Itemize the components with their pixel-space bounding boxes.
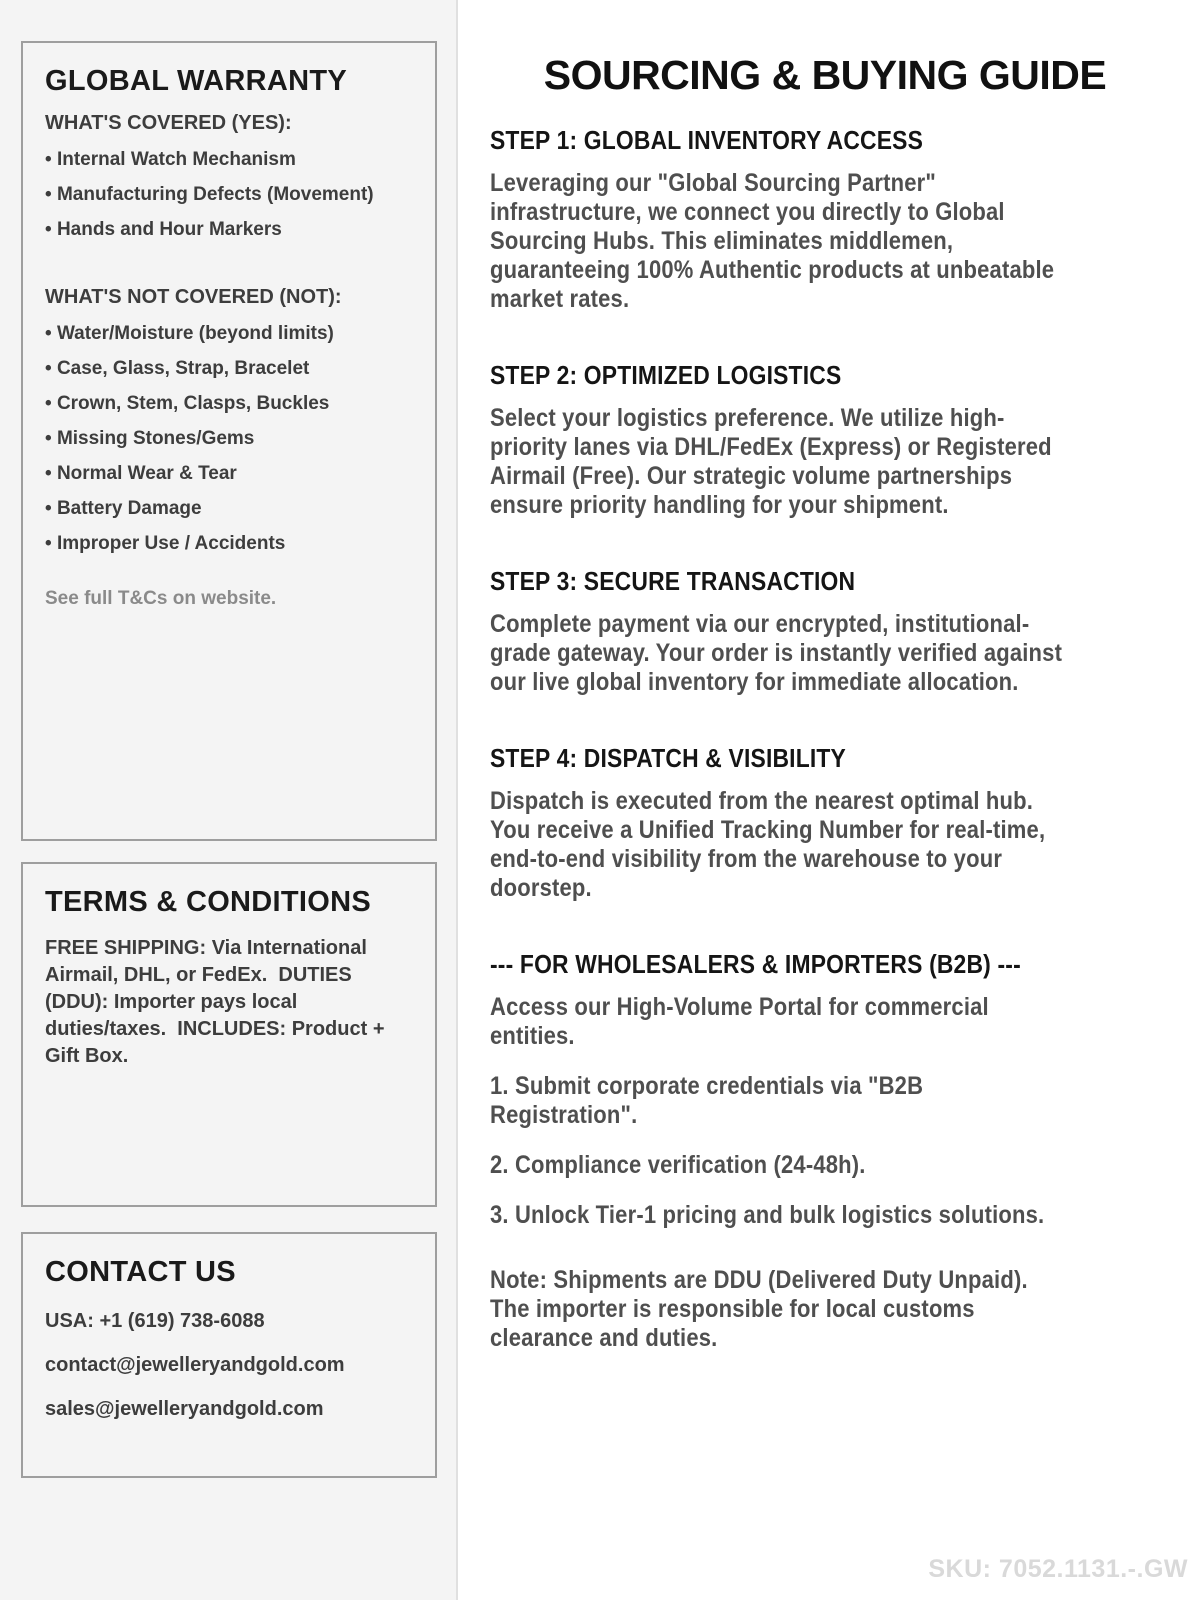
covered-item: • Hands and Hour Markers xyxy=(45,220,413,240)
contact-panel xyxy=(21,1232,437,1478)
covered-item: • Internal Watch Mechanism xyxy=(45,150,413,170)
not-covered-heading: WHAT'S NOT COVERED (NOT): xyxy=(45,286,342,308)
step-paragraph: Access our High-Volume Portal for commercial entities. xyxy=(490,993,989,1050)
step-heading: STEP 4: DISPATCH & VISIBILITY xyxy=(490,743,846,773)
step-heading: STEP 1: GLOBAL INVENTORY ACCESS xyxy=(490,125,924,155)
not-covered-item: • Water/Moisture (beyond limits) xyxy=(45,324,413,344)
warranty-panel xyxy=(21,41,437,841)
covered-list xyxy=(45,150,413,240)
not-covered-item: • Case, Glass, Strap, Bracelet xyxy=(45,359,413,379)
step-heading: STEP 3: SECURE TRANSACTION xyxy=(490,566,856,596)
not-covered-list xyxy=(45,324,413,554)
terms-title: TERMS & CONDITIONS xyxy=(45,886,372,918)
contact-title: CONTACT US xyxy=(45,1256,236,1288)
step-paragraph: 2. Compliance verification (24-48h). xyxy=(490,1151,866,1179)
warranty-title: GLOBAL WARRANTY xyxy=(45,65,348,97)
contact-lines xyxy=(45,1310,413,1421)
main-content xyxy=(458,0,1200,1600)
step-paragraph: Select your logistics preference. We utilize high-priority lanes via DHL/FedEx (Express) or Registered Airmail (Free). Our strategic volume partnerships ensure priority handling for your shipment. xyxy=(490,404,1052,519)
steps-container xyxy=(490,125,1160,1353)
step-paragraph: Note: Shipments are DDU (Delivered Duty Unpaid). The importer is responsible for local customs clearance and duties. xyxy=(490,1266,1028,1352)
step-heading: --- FOR WHOLESALERS & IMPORTERS (B2B) --- xyxy=(490,949,1021,979)
contact-line: sales@jewelleryandgold.com xyxy=(45,1398,324,1420)
step-paragraph: 3. Unlock Tier-1 pricing and bulk logistics solutions. xyxy=(490,1201,1045,1229)
step-paragraph: Dispatch is executed from the nearest optimal hub. You receive a Unified Tracking Number for real-time, end-to-end visibility from the warehouse to your doorstep. xyxy=(490,787,1046,902)
page-title: SOURCING & BUYING GUIDE xyxy=(543,52,1107,98)
step-heading: STEP 2: OPTIMIZED LOGISTICS xyxy=(490,360,842,390)
step-paragraph: Leveraging our "Global Sourcing Partner" infrastructure, we connect you directly to Global Sourcing Hubs. This eliminates middlemen, guaranteeing 100% Authentic products at unbeatable market rates. xyxy=(490,169,1055,313)
sidebar xyxy=(0,0,458,1600)
not-covered-item: • Crown, Stem, Clasps, Buckles xyxy=(45,394,413,414)
contact-line: contact@jewelleryandgold.com xyxy=(45,1354,345,1376)
covered-item: • Manufacturing Defects (Movement) xyxy=(45,185,413,205)
warranty-footnote: See full T&Cs on website. xyxy=(45,588,277,609)
terms-panel xyxy=(21,862,437,1207)
terms-body: FREE SHIPPING: Via International Airmail, DHL, or FedEx. DUTIES (DDU): Importer pays local duties/taxes. INCLUDES: Product + Gift Box. xyxy=(45,937,391,1067)
contact-line: USA: +1 (619) 738-6088 xyxy=(45,1310,265,1332)
covered-heading: WHAT'S COVERED (YES): xyxy=(45,112,292,134)
not-covered-item: • Battery Damage xyxy=(45,499,413,519)
sku-label: SKU: 7052.1131.-.GW xyxy=(928,1555,1188,1583)
step-paragraph: 1. Submit corporate credentials via "B2B Registration". xyxy=(490,1072,924,1129)
not-covered-item: • Normal Wear & Tear xyxy=(45,464,413,484)
not-covered-item: • Improper Use / Accidents xyxy=(45,534,413,554)
not-covered-item: • Missing Stones/Gems xyxy=(45,429,413,449)
step-paragraph: Complete payment via our encrypted, institutional-grade gateway. Your order is instantly verified against our live global inventory for immediate allocation. xyxy=(490,610,1063,696)
